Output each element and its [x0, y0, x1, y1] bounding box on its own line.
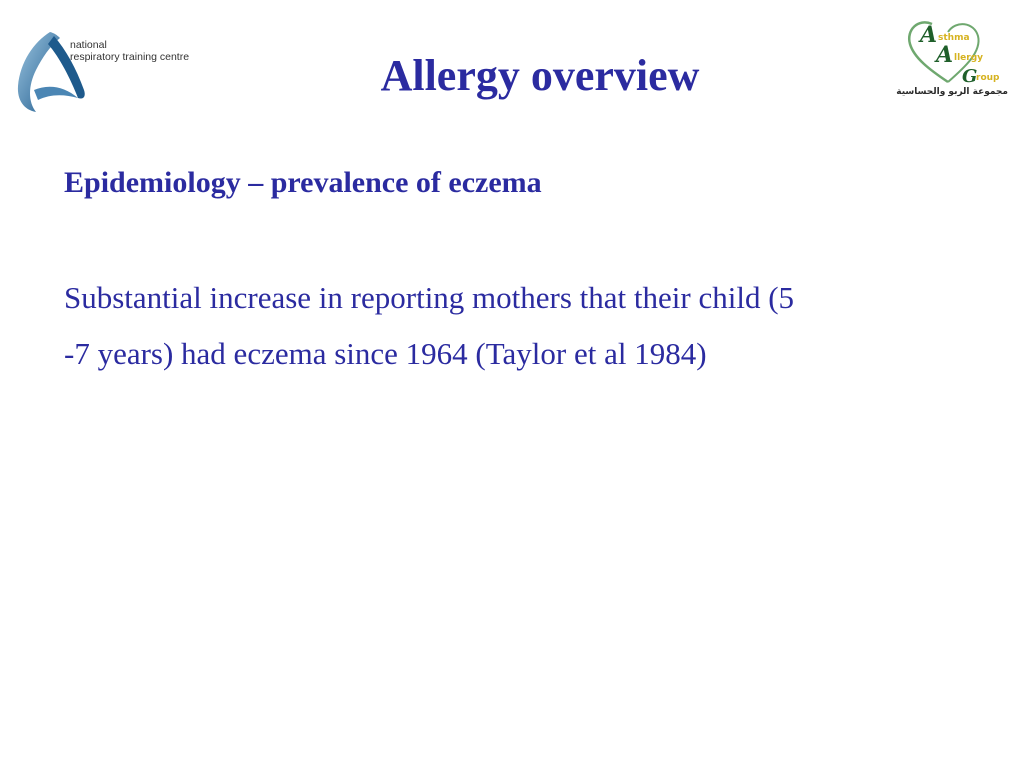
aag-word-sthma: sthma: [938, 33, 970, 43]
aag-arabic-text: مجموعة الربو والحساسية: [896, 87, 1008, 97]
aag-letter-a1: A: [920, 22, 938, 48]
nrtc-logo-line2: respiratory training centre: [70, 51, 190, 63]
nrtc-logo-line1: national: [70, 39, 107, 51]
aag-word-roup: roup: [976, 73, 1000, 83]
aag-heart-icon: [904, 16, 1008, 88]
body-paragraph: [64, 270, 994, 382]
body-line-2: -7 years) had eczema since 1964 (Taylor et al 1984): [64, 336, 707, 371]
aag-letter-g: G: [962, 66, 978, 87]
asthma-allergy-group-logo: [896, 16, 1008, 106]
section-heading: Epidemiology – prevalence of eczema: [64, 166, 542, 199]
aag-word-llergy: llergy: [954, 53, 984, 63]
nrtc-logo: [14, 28, 204, 114]
nrtc-logo-text: [70, 39, 189, 63]
aag-letter-a2: A: [936, 42, 954, 68]
slide-title: Allergy overview: [380, 51, 700, 100]
body-line-1: Substantial increase in reporting mothers that their child (5: [64, 280, 795, 315]
